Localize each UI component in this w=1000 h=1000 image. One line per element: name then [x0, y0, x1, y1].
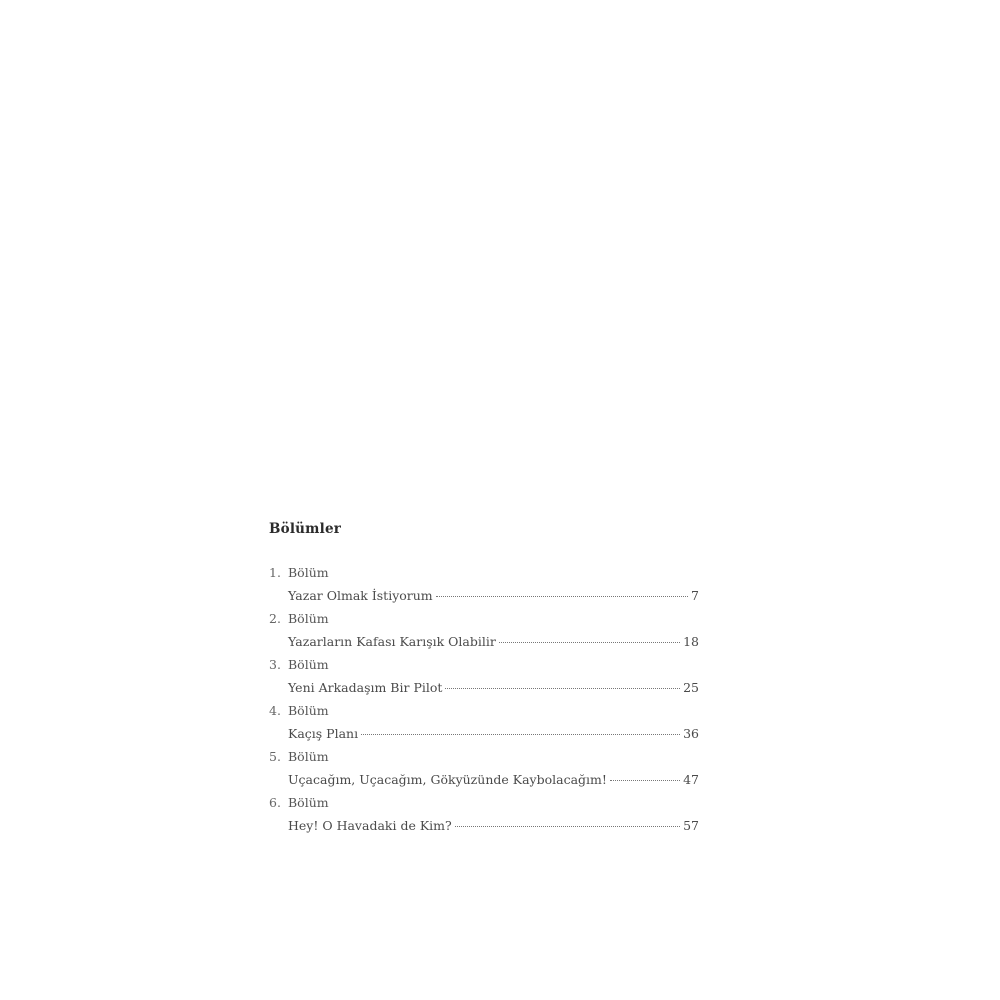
table-of-contents: [269, 518, 699, 838]
chapter-number: 6.: [269, 795, 281, 810]
toc-entry-4: [269, 700, 699, 745]
chapter-title: Yazar Olmak İstiyorum: [288, 587, 433, 603]
toc-entry-2: [269, 608, 699, 653]
dot-leader: [610, 780, 680, 781]
chapter-label: Bölüm: [288, 795, 329, 810]
toc-entry-3: [269, 654, 699, 699]
chapter-title: Kaçış Planı: [288, 725, 359, 741]
chapter-label: Bölüm: [288, 611, 329, 626]
toc-entry-5: [269, 746, 699, 791]
page-number: 25: [683, 679, 699, 695]
toc-heading: Bölümler: [269, 521, 342, 537]
chapter-title: Uçacağım, Uçacağım, Gökyüzünde Kaybolacağım!: [288, 771, 607, 787]
dot-leader: [499, 642, 680, 643]
chapter-label: Bölüm: [288, 749, 329, 764]
chapter-number: 3.: [269, 657, 281, 672]
chapter-label: Bölüm: [288, 565, 329, 580]
dot-leader: [445, 688, 680, 689]
toc-entry-6: [269, 792, 699, 837]
page-number: 57: [683, 817, 699, 833]
page-number: 36: [683, 725, 699, 741]
chapter-number: 5.: [269, 749, 281, 764]
dot-leader: [436, 596, 688, 597]
chapter-number: 2.: [269, 611, 281, 626]
chapter-label: Bölüm: [288, 703, 329, 718]
chapter-number: 1.: [269, 565, 281, 580]
chapter-title: Hey! O Havadaki de Kim?: [288, 817, 452, 833]
chapter-title: Yeni Arkadaşım Bir Pilot: [288, 679, 443, 695]
page-number: 7: [691, 587, 699, 603]
chapter-title: Yazarların Kafası Karışık Olabilir: [288, 633, 496, 649]
page-number: 18: [683, 633, 699, 649]
toc-entry-1: [269, 562, 699, 607]
chapter-label: Bölüm: [288, 657, 329, 672]
dot-leader: [455, 826, 680, 827]
page-number: 47: [683, 771, 699, 787]
chapter-number: 4.: [269, 703, 281, 718]
dot-leader: [361, 734, 680, 735]
